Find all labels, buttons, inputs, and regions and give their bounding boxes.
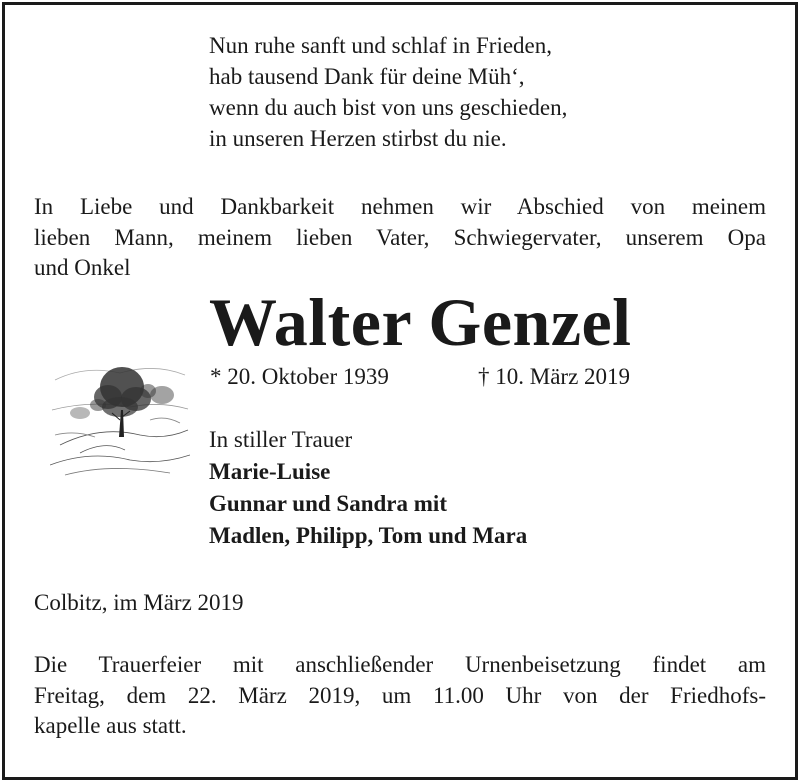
mourner-name: Gunnar und Sandra mit: [209, 491, 447, 516]
birth-date: * 20. Oktober 1939: [210, 364, 389, 389]
mourner-name: Marie-Luise: [209, 459, 331, 484]
death-date: † 10. März 2019: [478, 364, 631, 389]
intro-line: lieben Mann, meinem lieben Vater, Schwiegervater, unserem Opa: [34, 224, 766, 250]
place-date: Colbitz, im März 2019: [34, 590, 244, 615]
intro-line: In Liebe und Dankbarkeit nehmen wir Abschied von meinem: [34, 194, 766, 219]
poem-line: wenn du auch bist von uns geschieden,: [209, 95, 568, 120]
poem-line: hab tausend Dank für deine Müh‘,: [209, 64, 525, 89]
intro-text: [34, 192, 766, 284]
mourning-heading: In stiller Trauer: [209, 427, 353, 452]
mourner-name: Madlen, Philipp, Tom und Mara: [209, 523, 528, 548]
poem-line: Nun ruhe sanft und schlaf in Frieden,: [209, 33, 553, 58]
poem-line: in unseren Herzen stirbst du nie.: [209, 126, 507, 151]
funeral-line: Freitag, dem 22. März 2019, um 11.00 Uhr von der Friedhofs-: [34, 682, 766, 708]
funeral-notice: [34, 650, 766, 742]
funeral-line: kapelle aus statt.: [34, 713, 187, 738]
mourners-block: [209, 424, 527, 552]
tree-illustration: [50, 325, 190, 480]
intro-line: und Onkel: [34, 255, 131, 280]
poem: [209, 30, 567, 154]
funeral-line: Die Trauerfeier mit anschließender Urnenbeisetzung findet am: [34, 652, 766, 677]
deceased-name: Walter Genzel: [209, 284, 632, 360]
